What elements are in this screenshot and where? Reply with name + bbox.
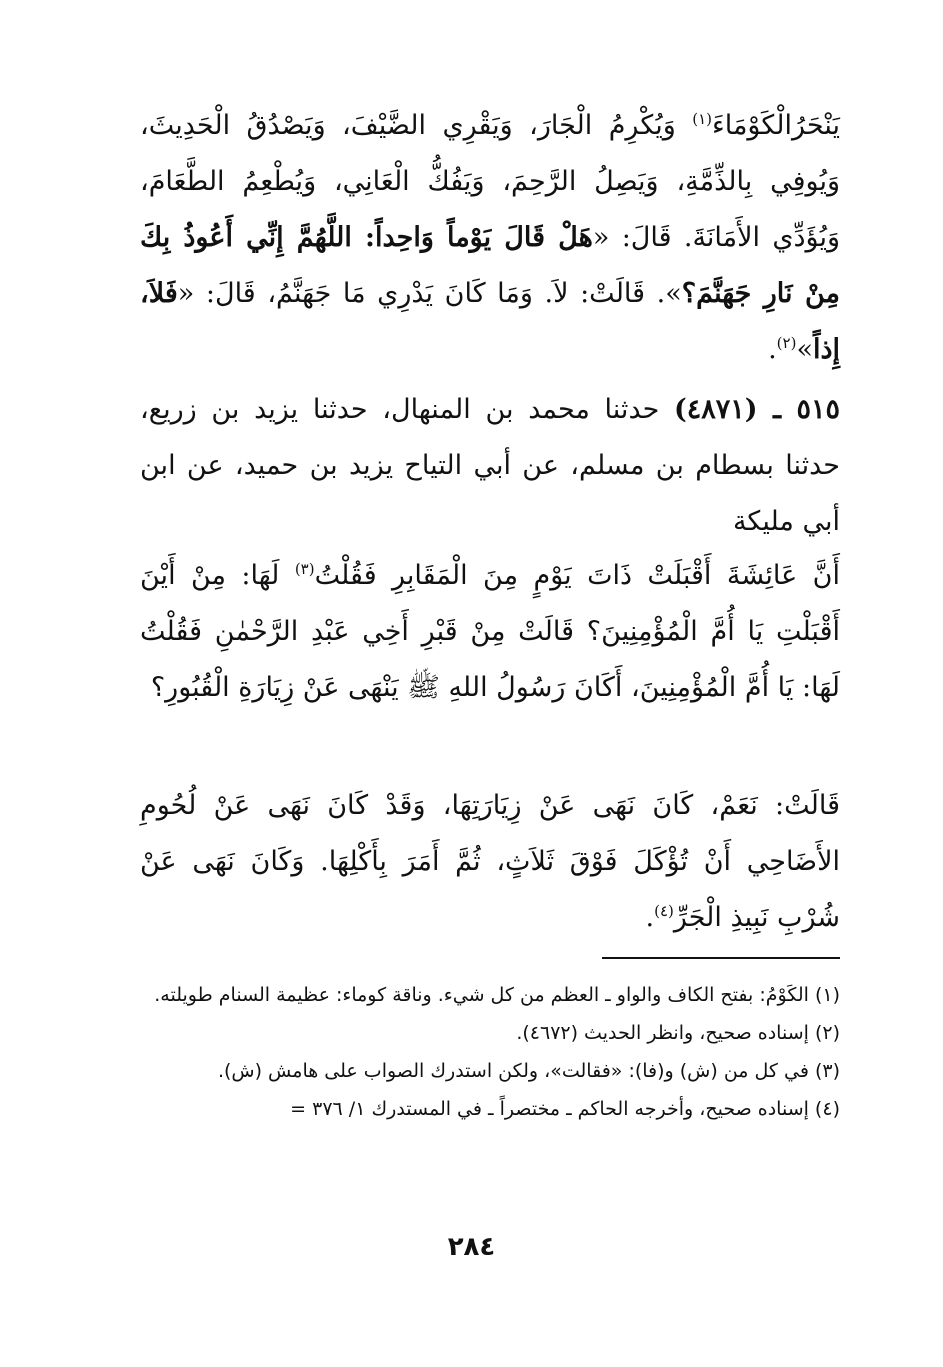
footnote-4: (٤) إسناده صحيح، وأخرجه الحاكم ـ مختصراً ـ في المستدرك ١/ ٣٧٦ =: [290, 1098, 840, 1120]
text-run: لَهَا: مِنْ أَيْنَ أَقْبَلْتِ يَا أُمَّ الْمُؤْمِنِينَ؟ قَالَتْ مِنْ قَبْرِ أَخِي عَبْدِ الرَّحْمٰنِ فَقُلْتُ لَهَا: يَا أُمَّ الْمُؤْمِنِينَ، أَكَانَ رَسُولُ اللهِ ﷺ يَنْهَى عَنْ زِيَارَةِ الْقُبُورِ؟: [140, 560, 840, 703]
text-run: »: [796, 334, 813, 365]
text-run: قَالَتْ: نَعَمْ، كَانَ نَهَى عَنْ زِيَارَتِهَا، وَقَدْ كَانَ نَهَى عَنْ لُحُومِ الأَضَاحِي أَنْ تُؤْكَلَ فَوْقَ ثَلاَثٍ، ثُمَّ أَمَرَ بِأَكْلِهَا. وَكَانَ نَهَى عَنْ شُرْبِ نَبِيذِ الْجَرِّ: [140, 790, 840, 933]
footnote-marker: (١): [692, 110, 713, 128]
footnote-marker: (٣): [294, 560, 315, 578]
footnote-marker: (٢): [776, 334, 797, 352]
paragraph-text: [140, 98, 840, 378]
paragraph-text: [140, 382, 840, 550]
paragraph-text: [140, 778, 840, 946]
footnote-2: (٢) إسناده صحيح، وانظر الحديث (٤٦٧٢).: [516, 1022, 840, 1044]
text-run: .: [645, 902, 655, 933]
text-run: ». قَالَتْ: لاَ. وَمَا كَانَ يَدْرِي مَا جَهَنَّمُ، قَالَ: «: [177, 278, 682, 309]
text-run: .: [768, 334, 777, 365]
footnote-1: (١) الكَوْمُ: بفتح الكاف والواو ـ العظم من كل شيء. وناقة كوماء: عظيمة السنام طويلته.: [154, 984, 840, 1006]
bold-text-run: فَلاَ، إِذاً: [140, 278, 840, 365]
footnotes: [140, 978, 840, 1130]
text-run: يَنْحَرُالْكَوْمَاءَ: [712, 110, 840, 141]
bold-text-run: ٥١٥ ـ (٤٨٧١): [674, 394, 840, 425]
paragraph-hadith-text-3: [140, 778, 840, 946]
footnote-marker: (٤): [654, 902, 674, 920]
text-run: وَيُكْرِمُ الْجَارَ، وَيَقْرِي الضَّيْفَ، وَيَصْدُقُ الْحَدِيثَ، وَيُوفِي بِالذِّمَّةِ، وَيَصِلُ الرَّحِمَ، وَيَفُكُّ الْعَانِي، وَيُطْعِمُ الطَّعَامَ، وَيُؤَدِّي الأَمَانَةَ. قَالَ: «: [140, 110, 840, 253]
text-run: أَنَّ عَائِشَةَ أَقْبَلَتْ ذَاتَ يَوْمٍ مِنَ الْمَقَابِرِ فَقُلْتُ: [314, 560, 840, 591]
text-run: حدثنا محمد بن المنهال، حدثنا يزيد بن زريع، حدثنا بسطام بن مسلم، عن أبي التياح يزيد بن حميد، عن ابن أبي مليكة: [140, 394, 840, 537]
bold-text-run: هَلْ قَالَ يَوْماً وَاحِداً: اللَّهُمَّ إِنِّي أَعُوذُ بِكَ مِنْ نَارِ جَهَنَّمَ؟: [140, 222, 840, 309]
paragraph-text: [140, 548, 840, 716]
page-number: ٢٨٤: [447, 1232, 496, 1262]
paragraph-hadith-515-isnad: [140, 382, 840, 550]
paragraph-hadith-text-1: [140, 98, 840, 378]
footnote-divider: [602, 957, 840, 959]
paragraph-hadith-text-2: [140, 548, 840, 716]
footnote-3: (٣) في كل من (ش) و(فا): «فقالت»، ولكن استدرك الصواب على هامش (ش).: [217, 1060, 840, 1082]
